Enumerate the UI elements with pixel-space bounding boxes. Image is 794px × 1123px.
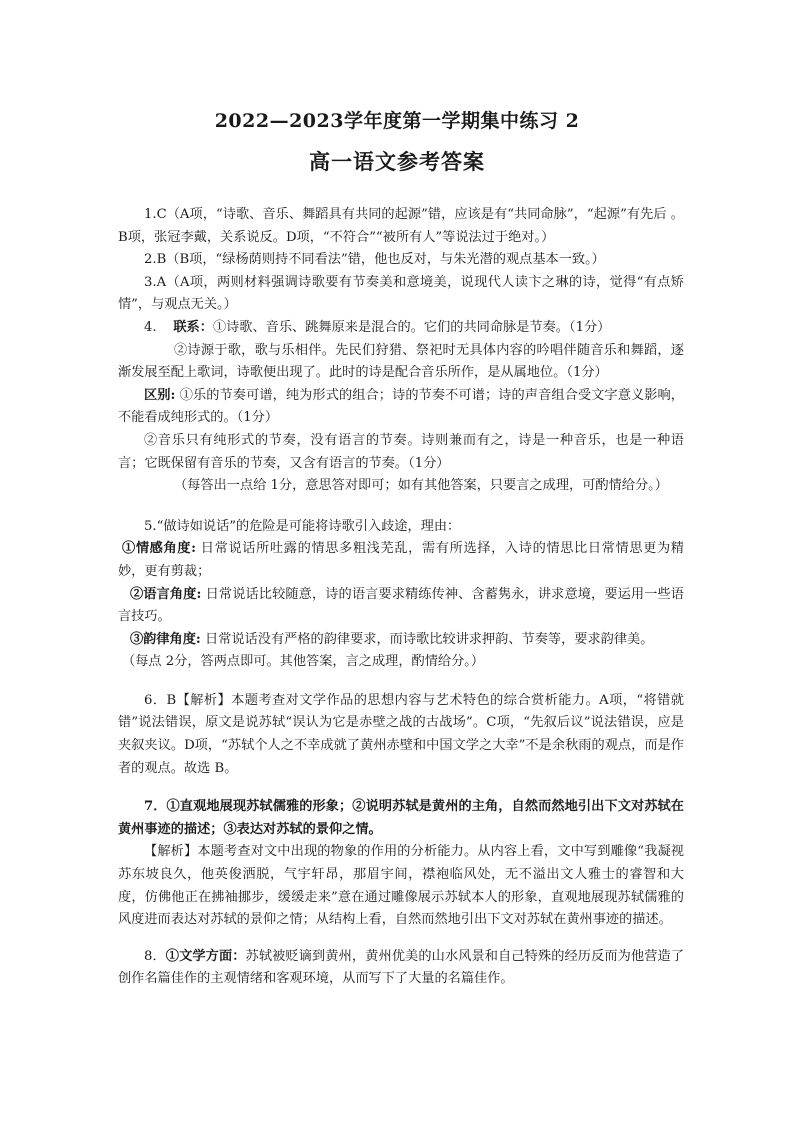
answer-q5-point-2 (118, 584, 684, 629)
answer-q8 (118, 946, 684, 991)
answer-q4-note: （每答出一点给 1分，意思答对即可；如有其他答案，只要言之成理，可酌情给分。） (174, 478, 668, 494)
answer-q1: 1.C（A项，“诗歌、音乐、舞蹈具有共同的起源”错，应该是有“共同命脉”，“起源”有先后 。B项，张冠李戴，关系说反。D项，“不符合”“被所有人”等说法过于绝对。） (118, 207, 684, 245)
document-subtitle: 高一语文参考答案 (309, 149, 485, 174)
q8-number: 8． (144, 948, 166, 964)
answer-body (118, 204, 684, 991)
q5-rhythm-text: 日常说话没有严格的韵律要求，而诗歌比较讲求押韵、节奏等，要求韵律美。 (200, 631, 654, 647)
answer-q5-point-3 (118, 629, 684, 652)
answer-q5-point-1 (118, 538, 684, 583)
answer-q7: 7．①直观地展现苏轼儒雅的形象；②说明苏轼是黄州的主角，自然而然地引出下文对苏轼在黄州事迹的描述；③表达对苏轼的景仰之情。 (118, 799, 684, 837)
q4-qubie-label: 区别: (144, 387, 176, 403)
q4-lianxi-label: 联系： (173, 319, 213, 335)
q8-literature-label: ①文学方面： (165, 948, 246, 964)
answer-q4-qubie-2: ②音乐只有纯形式的节奏，没有语言的节奏。诗则兼而有之，诗是一种音乐，也是一种语言；它既保留有音乐的节奏，又含有语言的节奏。（1分） (118, 432, 684, 471)
answer-q4-qubie (118, 385, 684, 430)
q4-qubie-1: ①乐的节奏可谱，纯为形式的组合；诗的节奏不可谱；诗的声音组合受文字意义影响，不能看成纯形式的。（1分） (118, 387, 684, 426)
q4-lianxi-1: ①诗歌、音乐、跳舞原来是混合的。它们的共同命脉是节奏。（1分） (212, 319, 611, 335)
answer-q2: 2.B（B项，“绿杨荫则持不同看法”错，他也反对，与朱光潜的观点基本一致。） (144, 252, 605, 268)
answer-q7-analysis: 【解析】本题考查对文中出现的物象的作用的分析能力。从内容上看，文中写到雕像“我凝视苏东坡良久，他英俊洒脱，气宇轩昂，那眉宇间，襟袍临风处，无不溢出文人雅士的睿智和大度，仿佛他正在拂袖挪步，缓缓走来”意在通过雕像展示苏轼本人的形象，直观地展现苏轼儒雅的风度进而表达对苏轼的景仰之情；从结构上看，自然而然地引出下文对苏轼在黄州事迹的描述。 (118, 844, 684, 928)
q8-literature-text: 苏轼被贬谪到黄州，黄州优美的山水风景和自己特殊的经历反而为他营造了创作名篇佳作的主观情绪和客观环境，从而写下了大量的名篇佳作。 (118, 948, 685, 987)
q5-emotion-text: 日常说话所吐露的情思多粗浅芜乱，需有所选择，入诗的情思比日常情思更为精妙，更有剪裁； (118, 541, 684, 579)
q5-language-text: 日常说话比较随意，诗的语言要求精练传神、含蓄隽永，讲求意境，要运用一些语言技巧。 (118, 586, 684, 625)
answer-q6: 6．B【解析】本题考查对文学作品的思想内容与艺术特色的综合赏析能力。A项，“将错就错”说法错误，原文是说苏轼“误认为它是赤壁之战的古战场”。C项，“先叙后议”说法错误，应是夹叙夹议。D项，“苏轼个人之不幸成就了黄州赤壁和中国文学之大幸”不是余秋雨的观点，而是作者的观点。故选 B。 (118, 692, 684, 776)
answer-q5-intro: 5.“做诗如说话”的危险是可能将诗歌引入歧途，理由： (144, 518, 461, 534)
q5-emotion-label: ①情感角度: (122, 541, 196, 557)
q5-language-label: ②语言角度: (130, 586, 202, 602)
answer-q3: 3.A（A项，两则材料强调诗歌要有节奏美和意境美，说现代人读卞之琳的诗，觉得“有点矫情”，与观点无关。） (118, 274, 684, 313)
answer-q5-note: （每点 2分，答两点即可。其他答案，言之成理，酌情给分。） (122, 654, 485, 670)
q4-number: 4. (144, 319, 157, 335)
q5-rhythm-label: ③韵律角度: (130, 631, 201, 647)
answer-q4-lianxi-2: ②诗源于歌，歌与乐相伴。先民们狩猎、祭祀时无具体内容的吟唱伴随音乐和舞蹈，逐渐发展至配上歌词，诗歌便出现了。此时的诗是配合音乐所作，是从属地位。（1分） (118, 342, 684, 381)
answer-q4-lianxi (118, 317, 684, 340)
document-title: 2022—2023学年度第一学期集中练习 2 (214, 110, 580, 132)
